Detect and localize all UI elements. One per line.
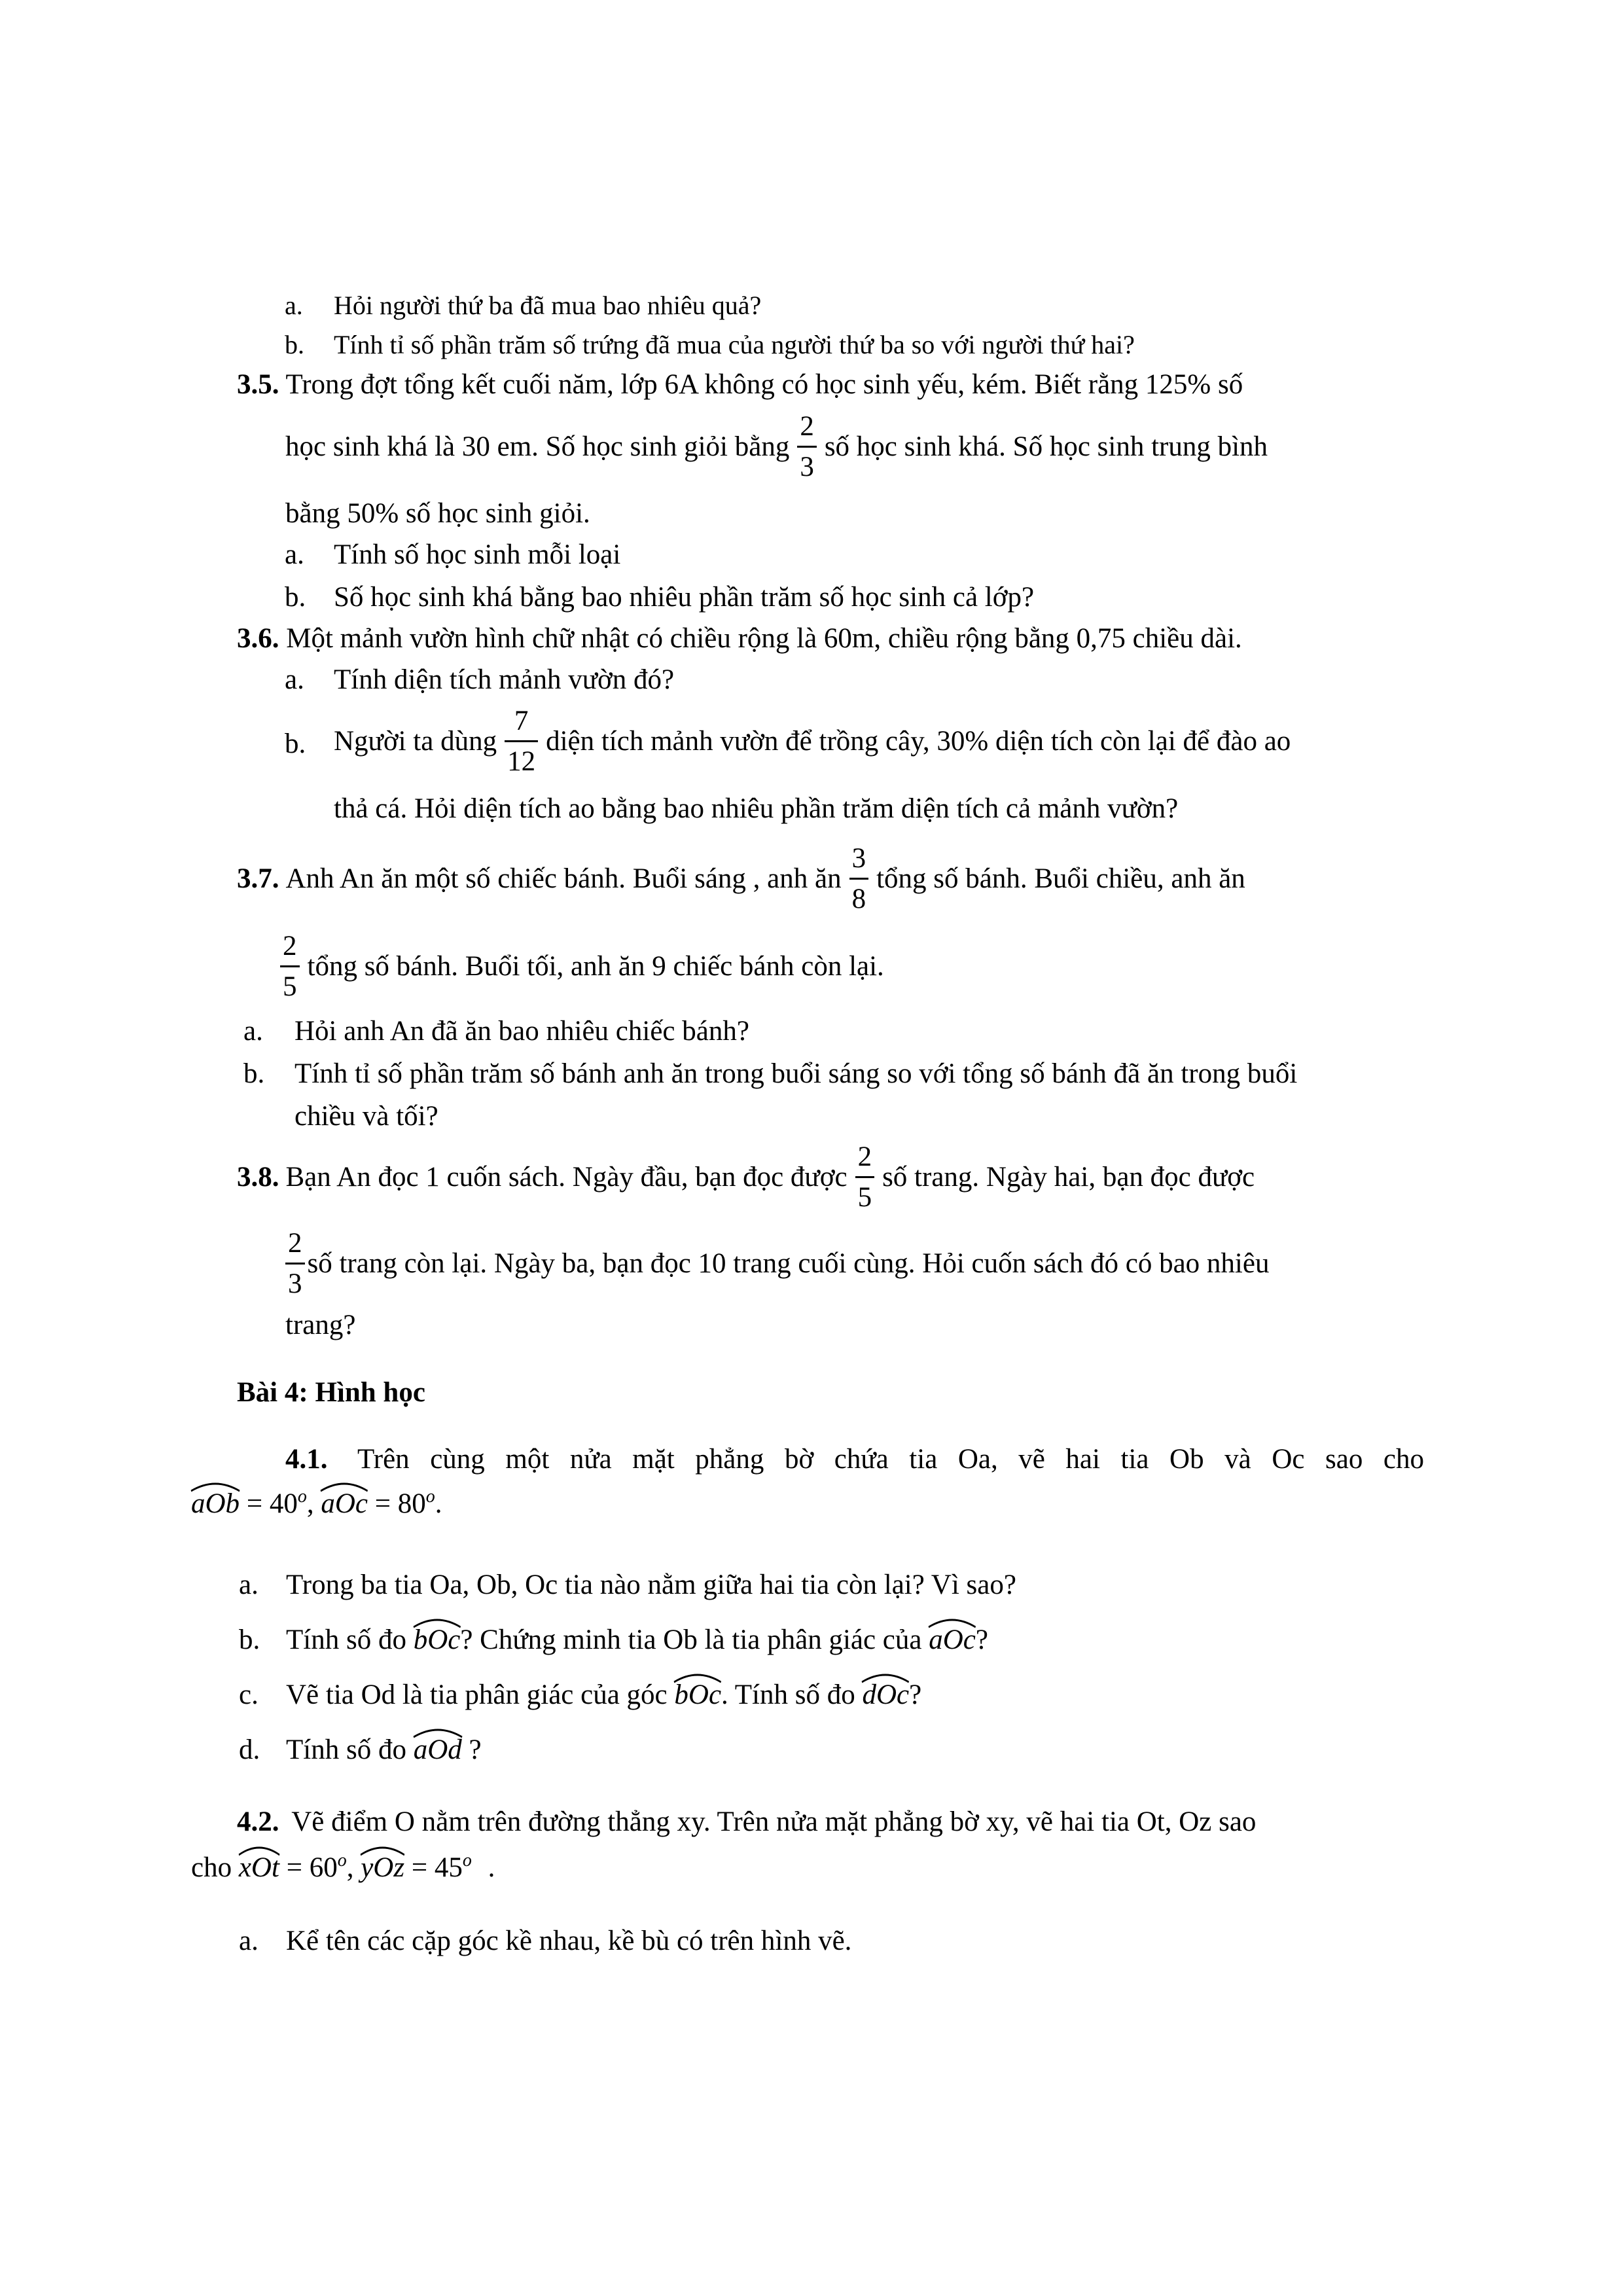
problem-3-8-line-3: trang?	[285, 1310, 356, 1340]
fraction-denominator: 5	[855, 1176, 875, 1211]
problem-4-1-line-1	[285, 1445, 1424, 1473]
item-a-text: Tính số học sinh mỗi loại	[334, 539, 621, 570]
item-a-label: a.	[285, 539, 304, 570]
problem-number: 3.7.	[237, 863, 279, 894]
angle-arc	[674, 1672, 721, 1683]
angle-label	[674, 1672, 721, 1709]
problem-text: ?	[469, 1734, 482, 1765]
item-a-text: Trong ba tia Oa, Ob, Oc tia nào nằm giữa hai tia còn lại? Vì sao?	[286, 1570, 1016, 1600]
degree-sign: o	[337, 1850, 347, 1871]
problem-number: 3.8.	[237, 1162, 279, 1193]
item-b-text: Số học sinh khá bằng bao nhiêu phần trăm số học sinh cả lớp?	[334, 582, 1035, 613]
angle-arc	[414, 1617, 461, 1628]
problem-text: số học sinh khá. Số học sinh trung bình	[824, 431, 1268, 462]
item-a-text: Tính diện tích mảnh vườn đó?	[334, 664, 675, 695]
separator: ,	[306, 1488, 314, 1519]
problem-3-7-line-1	[237, 844, 1245, 913]
item-b-label: b.	[239, 1624, 260, 1655]
end-punct: .	[488, 1852, 495, 1883]
problem-text: Trên cùng một nửa mặt phẳng bờ chứa tia Oa, vẽ hai tia Ob và Oc sao cho	[357, 1444, 1424, 1475]
problem-text: Người ta dùng	[334, 726, 497, 757]
angle-arc	[929, 1617, 976, 1628]
section-title: Bài 4: Hình học	[237, 1377, 425, 1408]
item-b-line-2: thả cá. Hỏi diện tích ao bằng bao nhiêu phần trăm diện tích cả mảnh vườn?	[334, 793, 1179, 824]
item-b-label: b.	[285, 582, 306, 613]
problem-text: tổng số bánh. Buổi chiều, anh ăn	[876, 863, 1245, 894]
problem-4-2-line-2	[191, 1844, 495, 1882]
problem-text: Vẽ điểm O nằm trên đường thẳng xy. Trên nửa mặt phẳng bờ xy, vẽ hai tia Ot, Oz sao	[291, 1806, 1257, 1837]
problem-text: Tính số đo	[286, 1734, 406, 1765]
fraction-numerator: 3	[851, 843, 866, 874]
item-a-text: Kể tên các cặp góc kề nhau, kề bù có trên hình vẽ.	[286, 1926, 852, 1956]
problem-text: Vẽ tia Od là tia phân giác của góc	[286, 1679, 668, 1710]
angle-arc	[414, 1727, 462, 1738]
problem-text: ?	[975, 1624, 988, 1655]
angle-label	[321, 1480, 368, 1518]
item-d-label: d.	[239, 1734, 260, 1765]
problem-text: ? Chứng minh tia Ob là tia phân giác của	[460, 1624, 922, 1655]
fraction-numerator: 7	[514, 706, 529, 736]
problem-4-2-line-1	[237, 1808, 1256, 1836]
problem-text: . Tính số đo	[721, 1679, 855, 1710]
problem-number: 3.6.	[237, 623, 279, 654]
fraction-denominator: 8	[849, 878, 869, 913]
item-b-text	[286, 1617, 988, 1654]
item-b-label: b.	[243, 1058, 265, 1089]
problem-number: 3.5.	[237, 369, 279, 400]
fraction	[855, 1143, 875, 1211]
angle-arc	[321, 1480, 368, 1492]
equals-value: = 80	[374, 1488, 426, 1519]
angle-name: aOb	[191, 1488, 240, 1519]
fraction	[797, 412, 817, 481]
problem-3-8-line-2	[285, 1229, 1269, 1298]
angle-label	[862, 1672, 909, 1709]
problem-text: Tính số đo	[286, 1624, 406, 1655]
item-b-label: b.	[285, 728, 306, 759]
item-b-line-1	[334, 707, 1291, 776]
item-c-label: c.	[239, 1679, 259, 1710]
angle-label	[239, 1844, 279, 1882]
problem-text: cho	[191, 1852, 232, 1883]
angle-name: aOc	[929, 1624, 976, 1655]
angle-name: bOc	[413, 1624, 461, 1655]
angle-label	[929, 1617, 976, 1654]
fraction	[505, 707, 538, 776]
item-c-text	[286, 1672, 921, 1709]
fraction	[285, 1229, 305, 1298]
problem-3-5-line-2	[285, 412, 1268, 481]
angle-name: xOt	[238, 1852, 279, 1883]
angle-arc	[361, 1844, 404, 1856]
item-b-line-1: Tính tỉ số phần trăm số bánh anh ăn trong buổi sáng so với tổng số bánh đã ăn trong buổi	[294, 1058, 1298, 1089]
problem-text: số trang còn lại. Ngày ba, bạn đọc 10 trang cuối cùng. Hỏi cuốn sách đó có bao nhiêu	[307, 1248, 1270, 1279]
problem-text: số trang. Ngày hai, bạn đọc được	[882, 1162, 1255, 1193]
fraction	[849, 844, 869, 913]
item-a-label: a.	[285, 664, 304, 695]
problem-text: diện tích mảnh vườn để trồng cây, 30% diện tích còn lại để đào ao	[546, 726, 1291, 757]
degree-sign: o	[462, 1850, 472, 1871]
problem-text: tổng số bánh. Buổi tối, anh ăn 9 chiếc bánh còn lại.	[307, 951, 884, 982]
end-punct: .	[435, 1488, 442, 1519]
equals-value: = 45	[411, 1852, 463, 1883]
angle-name: yOz	[361, 1852, 405, 1883]
problem-number: 4.2.	[237, 1806, 279, 1837]
degree-sign: o	[297, 1486, 307, 1507]
angle-label	[414, 1727, 462, 1764]
problem-3-5-line-1	[237, 370, 1243, 399]
fraction-denominator: 12	[505, 740, 538, 776]
item-b-line-2: chiều và tối?	[294, 1101, 438, 1132]
problem-text: Anh An ăn một số chiếc bánh. Buổi sáng , anh ăn	[285, 863, 842, 894]
problem-3-6-line-1	[237, 624, 1242, 653]
separator: ,	[346, 1852, 354, 1883]
fraction-denominator: 3	[285, 1263, 305, 1298]
angle-label	[414, 1617, 461, 1654]
angle-name: bOc	[674, 1679, 722, 1710]
angle-arc	[191, 1480, 240, 1492]
angle-name: dOc	[862, 1679, 910, 1710]
item-a-text: Hỏi anh An đã ăn bao nhiêu chiếc bánh?	[294, 1016, 749, 1047]
fraction-numerator: 2	[800, 411, 814, 442]
angle-name: aOd	[413, 1734, 462, 1765]
equals-value: = 40	[246, 1488, 298, 1519]
item-a-label: a.	[239, 1926, 259, 1956]
problem-text: Trong đợt tổng kết cuối năm, lớp 6A không có học sinh yếu, kém. Biết rằng 125% số	[285, 369, 1243, 400]
degree-sign: o	[425, 1486, 435, 1507]
fraction-numerator: 2	[283, 931, 297, 961]
angle-arc	[862, 1672, 909, 1683]
item-a-text: Hỏi người thứ ba đã mua bao nhiêu quả?	[334, 291, 762, 320]
item-b-label: b.	[285, 330, 304, 359]
problem-text: học sinh khá là 30 em. Số học sinh giỏi bằng	[285, 431, 790, 462]
equals-value: = 60	[286, 1852, 338, 1883]
angle-label	[361, 1844, 404, 1882]
item-a-label: a.	[285, 291, 303, 320]
angle-label	[191, 1480, 240, 1518]
problem-3-5-line-3: bằng 50% số học sinh giỏi.	[285, 498, 590, 529]
problem-3-7-line-2	[280, 932, 884, 1001]
fraction-numerator: 2	[288, 1228, 302, 1259]
problem-text: ?	[909, 1679, 922, 1710]
angle-name: aOc	[321, 1488, 368, 1519]
fraction-denominator: 3	[797, 446, 817, 481]
fraction-numerator: 2	[857, 1141, 872, 1172]
fraction-denominator: 5	[280, 965, 300, 1001]
item-a-label: a.	[243, 1016, 263, 1047]
problem-text: Một mảnh vườn hình chữ nhật có chiều rộng là 60m, chiều rộng bằng 0,75 chiều dài.	[286, 623, 1242, 654]
fraction	[280, 932, 300, 1001]
problem-3-8-line-1	[237, 1143, 1255, 1211]
item-a-label: a.	[239, 1570, 259, 1600]
item-b-text: Tính tỉ số phần trăm số trứng đã mua của người thứ ba so với người thứ hai?	[334, 330, 1135, 359]
problem-4-1-line-2	[191, 1480, 442, 1518]
problem-number: 4.1.	[285, 1444, 328, 1475]
item-d-text	[286, 1727, 482, 1764]
angle-arc	[239, 1844, 279, 1856]
problem-text: Bạn An đọc 1 cuốn sách. Ngày đầu, bạn đọc được	[285, 1162, 847, 1193]
